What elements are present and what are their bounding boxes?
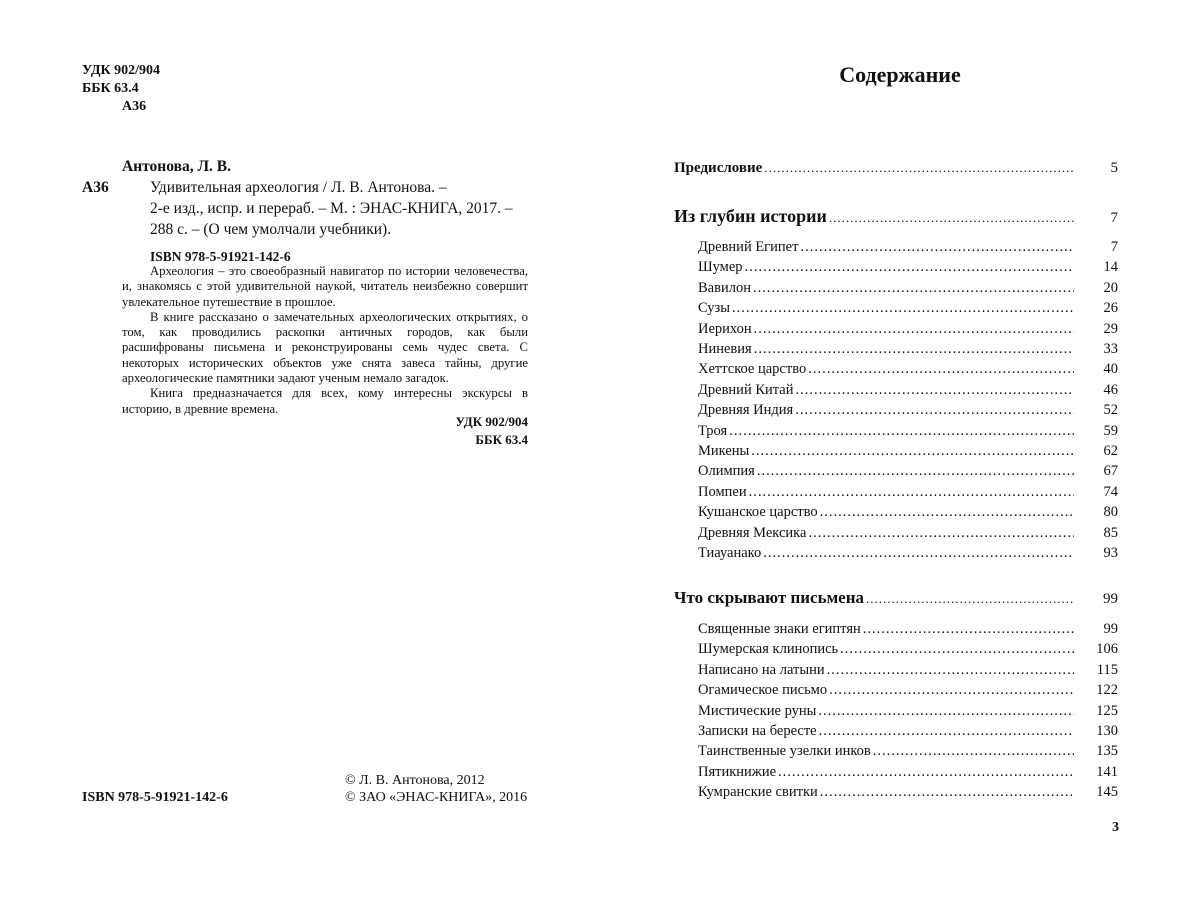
toc-item	[698, 382, 1118, 399]
right-page	[600, 0, 1200, 900]
toc-item-label: Микены	[698, 443, 750, 459]
toc-item	[698, 703, 1118, 720]
toc-section	[674, 160, 1118, 177]
toc-item-page: 20	[1103, 279, 1118, 296]
toc-item-label: Древний Египет	[698, 239, 799, 255]
entry-text: 2-е изд., испр. и перераб. – М. : ЭНАС-КНИГА, 2017. –	[150, 200, 513, 217]
toc-leader	[751, 443, 1074, 460]
toc-leader	[795, 402, 1074, 419]
toc-item-page: 106	[1096, 641, 1118, 658]
toc-leader	[863, 621, 1074, 638]
annotation-paragraph: Археология – это своеобразный навигатор по истории человечества, и, знакомясь с этой удивительной наукой, читатель неизбежно совершит увлекательное путешествие в прошлое.	[122, 264, 528, 309]
toc-item	[698, 321, 1118, 338]
toc-item-label: Вавилон	[698, 279, 751, 296]
toc-item-page: 85	[1103, 524, 1118, 541]
toc-item-label: Кумранские свитки	[698, 784, 818, 801]
toc-item-label: Сузы	[698, 300, 731, 317]
toc-item-page: 130	[1096, 723, 1118, 739]
toc-item-label: Шумерская клинопись	[698, 641, 839, 658]
annotation-paragraph: Книга предназначается для всех, кому интересны экскурсы в историю, в древние времена.	[122, 386, 528, 416]
udk-code: УДК 902/904	[82, 63, 161, 78]
isbn-footer: ISBN 978-5-91921-142-6	[82, 790, 228, 805]
entry-code: А36	[82, 179, 109, 196]
toc-item-label: Хеттское царство	[698, 361, 807, 378]
toc-item	[698, 484, 1118, 501]
toc-item-label: Древний Китай	[698, 381, 794, 398]
toc-item-page: 115	[1096, 661, 1118, 678]
toc-leader	[829, 682, 1074, 699]
toc-item-label: Шумер	[698, 259, 743, 276]
toc-item	[698, 443, 1118, 460]
toc-item-page: 125	[1096, 702, 1118, 719]
entry-text: Удивительная археология / Л. В. Антонова. –	[150, 179, 447, 196]
annotation-udk: УДК 902/904	[455, 414, 528, 429]
toc-item-page: 33	[1103, 341, 1118, 357]
toc-leader	[827, 662, 1074, 679]
toc-leader	[873, 743, 1074, 760]
toc-leader	[753, 280, 1074, 297]
toc-title	[600, 62, 1200, 88]
classification-codes	[82, 62, 160, 116]
copyright-publisher: © ЗАО «ЭНАС-КНИГА», 2016	[345, 790, 528, 805]
toc-item	[698, 662, 1118, 679]
toc-leader	[749, 484, 1074, 501]
toc-item-page: 122	[1096, 682, 1118, 699]
toc-leader	[820, 504, 1074, 521]
toc-leader	[819, 723, 1074, 740]
toc-section-page: 5	[1110, 160, 1118, 176]
toc-leader	[754, 321, 1074, 338]
toc-leader	[745, 259, 1074, 276]
toc-item-label: Написано на латыни	[698, 661, 825, 678]
toc-item-page: 93	[1103, 545, 1118, 561]
entry-line	[82, 198, 532, 219]
toc-item-label: Помпеи	[698, 483, 747, 500]
toc-item-label: Пятикнижие	[698, 763, 777, 780]
toc-item	[698, 764, 1118, 781]
toc-item	[698, 423, 1118, 440]
toc-item	[698, 621, 1118, 638]
toc-item-label: Иерихон	[698, 320, 752, 337]
toc-item	[698, 341, 1118, 358]
toc-item-page: 80	[1103, 504, 1118, 521]
toc-leader	[757, 463, 1074, 480]
bibliographic-entry	[82, 157, 532, 266]
annotation-codes	[456, 413, 528, 449]
toc-item	[698, 280, 1118, 297]
toc-item-page: 59	[1103, 422, 1118, 439]
toc-item-label: Мистические руны	[698, 702, 817, 719]
annotation-bbk: ББК 63.4	[475, 432, 528, 447]
toc-section-label: Предисловие	[674, 160, 763, 176]
toc-leader	[808, 361, 1074, 378]
toc-item-page: 74	[1103, 483, 1118, 500]
toc-item	[698, 743, 1118, 760]
toc-item-label: Тиауанако	[698, 545, 762, 561]
toc-section-label: Что скрывают письмена	[674, 588, 865, 607]
toc-leader	[866, 591, 1074, 607]
toc-item-page: 135	[1096, 743, 1118, 760]
bbk-code: ББК 63.4	[82, 81, 139, 96]
toc-item	[698, 504, 1118, 521]
toc-item	[698, 682, 1118, 699]
toc-item-label: Священные знаки египтян	[698, 621, 861, 637]
toc-item-page: 145	[1096, 784, 1118, 801]
copyright-author: © Л. В. Антонова, 2012	[345, 773, 485, 788]
toc-item-label: Огамическое письмо	[698, 682, 828, 699]
toc-item-page: 46	[1103, 381, 1118, 398]
toc-leader	[764, 160, 1074, 176]
toc-item	[698, 525, 1118, 542]
toc-item	[698, 723, 1118, 740]
toc-item-label: Олимпия	[698, 463, 755, 480]
toc-item-label: Троя	[698, 422, 728, 439]
toc-title-text: Содержание	[839, 62, 961, 87]
toc-item-page: 29	[1103, 320, 1118, 337]
toc-leader	[818, 703, 1074, 720]
toc-leader	[763, 545, 1074, 562]
copyright-block	[345, 772, 527, 806]
toc-item-page: 67	[1103, 463, 1118, 480]
entry-line	[82, 219, 532, 240]
toc-item	[698, 259, 1118, 276]
toc-leader	[840, 641, 1074, 658]
page-number: 3	[1112, 820, 1119, 835]
toc-item-label: Древняя Мексика	[698, 524, 807, 541]
toc-leader	[732, 300, 1074, 317]
toc-item	[698, 545, 1118, 562]
toc-item-label: Ниневия	[698, 341, 752, 357]
toc-item-page: 7	[1110, 239, 1118, 255]
toc-item	[698, 641, 1118, 658]
toc-item	[698, 361, 1118, 378]
toc-item	[698, 300, 1118, 317]
toc-item	[698, 463, 1118, 480]
toc-leader	[729, 423, 1074, 440]
toc-leader	[754, 341, 1074, 358]
entry-line	[82, 177, 532, 198]
toc-section-page: 7	[1110, 210, 1118, 226]
toc-section	[674, 588, 1118, 608]
toc-section-label: Из глубин истории	[674, 206, 827, 226]
toc-item-label: Таинственные узелки инков	[698, 743, 871, 760]
toc-item-page: 141	[1096, 763, 1118, 780]
toc-item-page: 40	[1103, 361, 1118, 378]
toc-item-label: Записки на бересте	[698, 723, 817, 739]
toc-item	[698, 784, 1118, 801]
toc-leader	[829, 210, 1074, 226]
toc-item-label: Кушанское царство	[698, 504, 818, 521]
toc-leader	[808, 525, 1074, 542]
toc-item	[698, 402, 1118, 419]
toc-item-page: 14	[1103, 259, 1118, 276]
entry-text: 288 с. – (О чем умолчали учебники).	[150, 221, 392, 238]
toc-item-page: 26	[1103, 300, 1118, 317]
toc-section-page: 99	[1103, 591, 1118, 607]
entry-isbn: ISBN 978-5-91921-142-6	[150, 249, 291, 264]
toc-item-page: 62	[1103, 443, 1118, 459]
annotation	[122, 264, 528, 417]
author-sign: А36	[122, 99, 147, 114]
toc-item-page: 52	[1103, 402, 1118, 419]
annotation-paragraph: В книге рассказано о замечательных археологических открытиях, о том, как проводились раскопки античных городов, как были расшифрованы письмена и реконструированы семь чудес света. С некоторых исторических объектов уже снята завеса тайны, другие археологические памятники задают ученым немало загадок.	[122, 309, 528, 386]
toc-leader	[800, 239, 1074, 256]
toc-item-label: Древняя Индия	[698, 402, 794, 419]
toc-section	[674, 206, 1118, 227]
toc-leader	[795, 382, 1074, 399]
toc-leader	[778, 764, 1074, 781]
toc-item-page: 99	[1103, 621, 1118, 637]
toc-item	[698, 239, 1118, 256]
author-name: Антонова, Л. В.	[122, 158, 231, 175]
toc-leader	[820, 784, 1074, 801]
